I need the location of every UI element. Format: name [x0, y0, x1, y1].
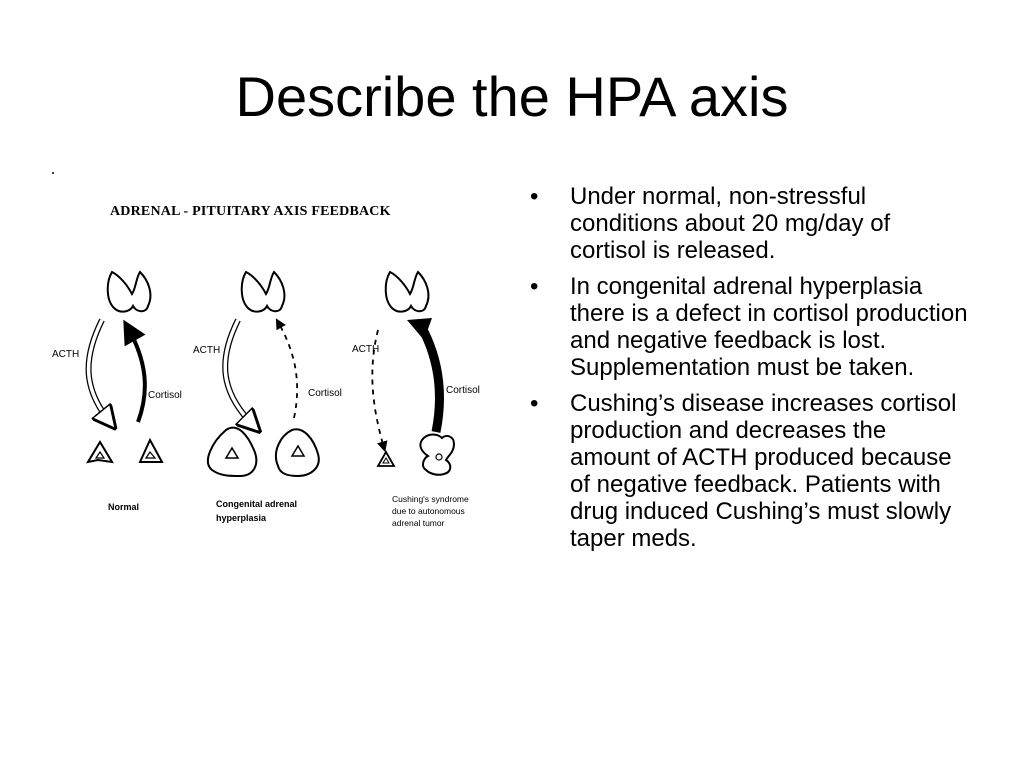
- slide-title: Describe the HPA axis: [235, 65, 789, 128]
- cortisol-label: Cortisol: [308, 388, 342, 399]
- panel-caption-line-1: Normal: [108, 502, 140, 512]
- hpa-feedback-figure: [40, 160, 510, 560]
- cortisol-arrow: [128, 328, 145, 422]
- bullet-marker: •: [530, 183, 539, 210]
- pituitary-icon: [386, 272, 429, 312]
- panel-caption-line-2: hyperplasia: [216, 513, 267, 523]
- scan-dot: [52, 172, 54, 174]
- bullet-list: [530, 183, 970, 561]
- panel-cah: [193, 272, 342, 523]
- bullet-item: [530, 183, 970, 264]
- adrenal-right-icon: [140, 440, 162, 462]
- panel-normal: [52, 272, 182, 512]
- panel-caption-line-1: Congenital adrenal: [216, 499, 298, 509]
- bullet-text: Under normal, non-stressful conditions about 20 mg/day of cortisol is released.: [570, 183, 891, 264]
- bullet-text: Cushing’s disease increases cortisol production and decreases the amount of ACTH produced because of negative feedback. Patients with drug induced Cushing’s must slowly taper meds.: [570, 390, 957, 552]
- acth-label: ACTH: [52, 349, 80, 360]
- panel-caption-line-3: adrenal tumor: [392, 518, 445, 528]
- cortisol-arrow: [278, 322, 297, 418]
- bullet-item: [530, 273, 970, 381]
- acth-label: ACTH: [193, 345, 221, 356]
- acth-label: ACTH: [352, 344, 380, 355]
- panel-caption-line-1: Cushing's syndrome: [392, 494, 469, 504]
- panel-caption-line-2: due to autonomous: [392, 506, 465, 516]
- bullet-text: In congenital adrenal hyperplasia there is a defect in cortisol production and negative feedback is lost. Supplementation must be taken.: [570, 273, 968, 381]
- adrenal-left-icon: [208, 428, 256, 476]
- bullet-marker: •: [530, 390, 539, 417]
- cortisol-label: Cortisol: [446, 385, 480, 396]
- cortisol-arrow: [420, 324, 439, 432]
- adrenal-right-icon: [276, 429, 319, 476]
- cortisol-label: Cortisol: [148, 390, 182, 401]
- bullet-item: [530, 390, 970, 552]
- figure-heading: ADRENAL - PITUITARY AXIS FEEDBACK: [110, 204, 391, 219]
- bullet-marker: •: [530, 273, 539, 300]
- adrenal-left-icon: [378, 452, 394, 466]
- panel-cushings: [352, 272, 480, 528]
- pituitary-icon: [242, 272, 285, 312]
- pituitary-icon: [108, 272, 151, 312]
